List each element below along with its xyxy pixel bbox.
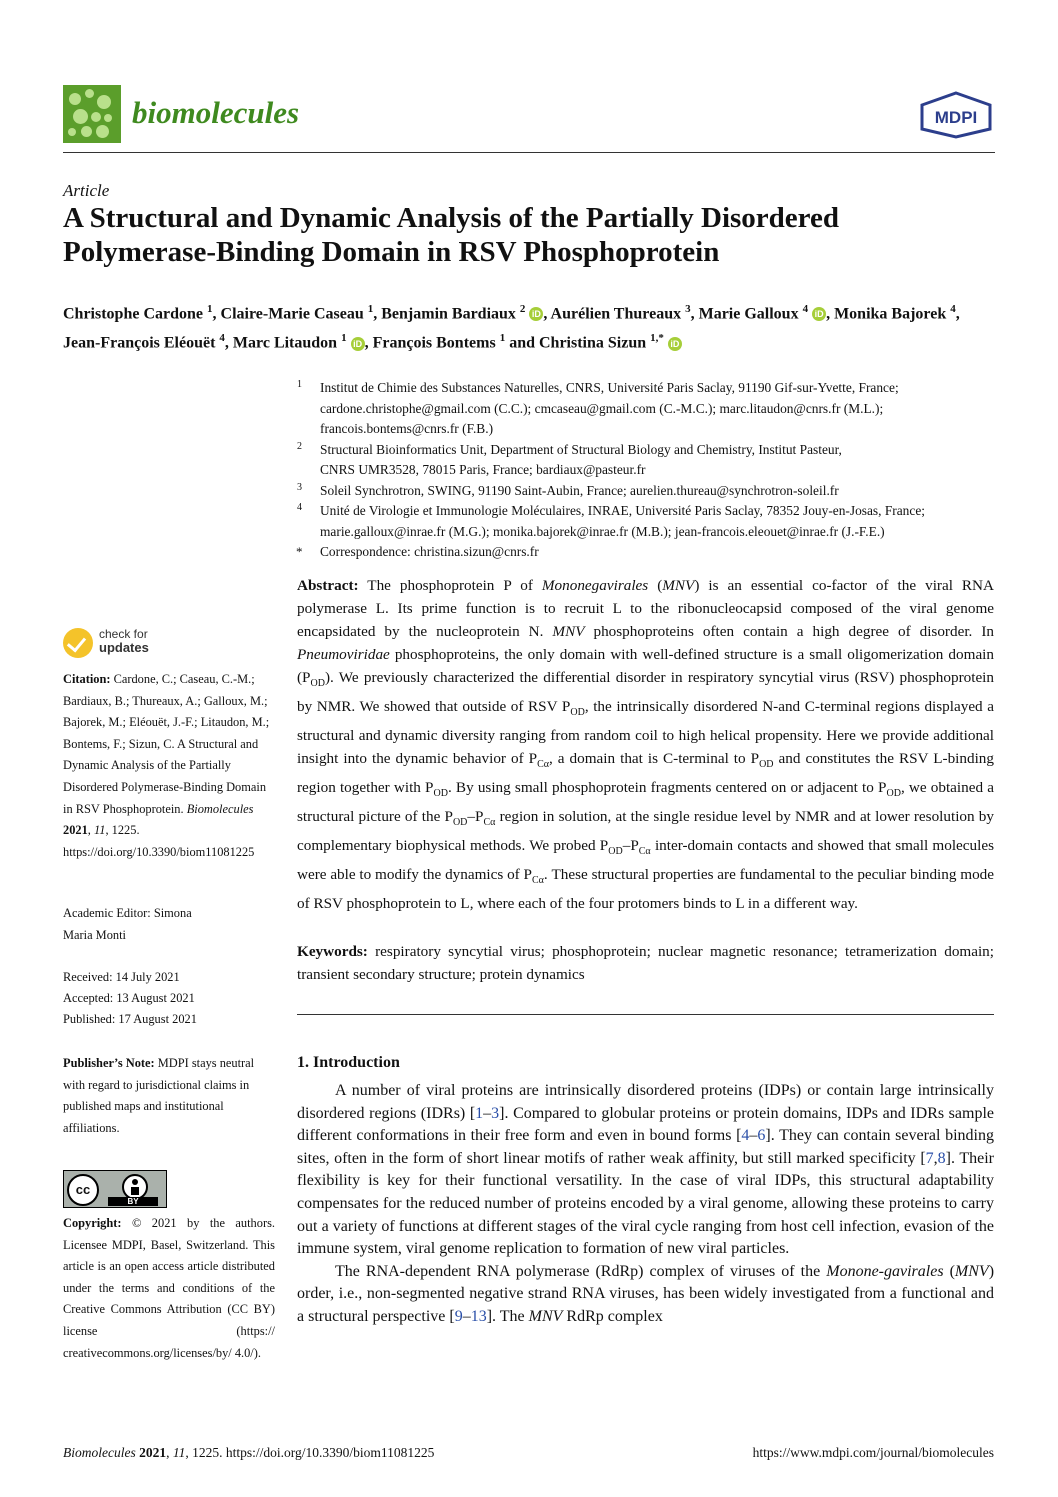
affiliation-item	[297, 378, 997, 440]
cc-by-license-icon[interactable]: cc BY	[63, 1170, 167, 1208]
citation-link[interactable]: 7	[925, 1149, 934, 1167]
author-affiliation-mark: 4	[219, 332, 225, 345]
affiliation-item	[297, 440, 997, 481]
affiliation-number: 1	[297, 379, 302, 390]
author-affiliation-mark: 1	[499, 332, 506, 345]
footer-journal-url[interactable]: https://www.mdpi.com/journal/biomolecules	[752, 1445, 994, 1460]
author-name: Claire-Marie Caseau	[220, 305, 364, 323]
author-name: François Bontems	[372, 334, 496, 352]
author-affiliation-mark: 1	[367, 303, 374, 315]
author-affiliation-mark: 1,*	[650, 332, 664, 345]
affiliation-line: marie.galloux@inrae.fr (M.G.); monika.bajorek@inrae.fr (M.B.); jean-francois.eleouet@inrae.fr (J.-F.E.)	[320, 523, 885, 539]
academic-editor: Academic Editor: Simona Maria Monti	[63, 906, 192, 942]
author-affiliation-mark: 4	[950, 303, 956, 315]
abstract-label: Abstract:	[297, 577, 359, 594]
affiliation-item	[297, 481, 997, 502]
author-name: Christophe Cardone	[63, 305, 204, 323]
citation-link[interactable]: 1	[475, 1104, 484, 1122]
abstract: Abstract: The phosphoprotein P of Mononegavirales (MNV) is an essential co-factor of the viral RNA polymerase L. Its prime function is to recruit L to the ribonucleocapsid composed of the viral genome encapsidated by the nucleoprotein N. MNV phosphoproteins often contain a high degree of disorder. In Pneumoviridae phosphoproteins, the only domain with well-defined structure is a small oligomerization domain $(P_{OD})$. We previously characterized the differential disorder in respiratory syncytial virus (RSV) phosphoprotein by NMR. We showed that outside of RSV $P_{OD}$, the intrinsically disordered N-and C-terminal regions displayed a structural and dynamic diversity ranging from random coil to high helical propensity. Here we provide additional insight into the dynamic behavior of $P_{C\alpha}$, a domain that is C-terminal to $P_{OD}$ and constitutes the RSV L-binding region together with $P_{OD}$. By using small phosphoprotein fragments centered on or adjacent to $P_{OD}$, we obtained a structural picture of the $P_{OD}-P_{C\alpha}$ region in solution, at the single residue level by NMR and at lower resolution by complementary biophysical methods. We probed $P_{OD}-P_{C\alpha}$ inter-domain contacts and showed that small molecules were able to modify the dynamics of $P_{C\alpha}$. These structural properties are fundamental to the peculiar binding mode of RSV phosphoprotein to L, where each of the four protomers binds to L in a different way.	[297, 577, 994, 913]
check-updates-icon	[63, 628, 93, 658]
affiliation-number: 2	[297, 440, 302, 452]
introduction-body	[297, 1080, 994, 1329]
author-name: Marie Galloux	[698, 305, 799, 323]
section-heading-introduction: 1. Introduction	[297, 1054, 400, 1071]
intro-paragraph-1: A number of viral proteins are intrinsically disordered proteins (IDPs) or contain large intrinsically disordered regions (IDRs) [1–3]. Compared to globular proteins or protein domains, IDPs and IDRs sample different conformations in their free form and even in bound forms [4–6]. They can contain several binding sites, often in the form of short linear motifs of rather weak affinity, but still marked specificity [7,8]. Their flexibility is key for their functional versatility. In the case of viral IDPs, this structural adaptability compensates for the reduced number of proteins encoded by a viral genome, allowing these proteins to carry out a variety of functions at different stages of the viral cycle ranging from host cell infection, evasion of the immune system, viral genome replication to formation of new viral particles.	[297, 1082, 995, 1258]
author-affiliation-mark: 3	[685, 303, 691, 315]
affiliation-line: CNRS UMR3528, 78015 Paris, France; bardiaux@pasteur.fr	[320, 462, 646, 477]
citation-link[interactable]: 6	[757, 1127, 766, 1145]
author-name: Jean-François Eléouët	[63, 334, 216, 352]
affiliation-number: 4	[297, 502, 302, 513]
journal-logo-icon	[63, 85, 121, 143]
keywords	[297, 940, 994, 986]
article-title: A Structural and Dynamic Analysis of the Partially Disordered Polymerase-Binding Domain in RSV Phosphoprotein	[63, 202, 840, 268]
mdpi-logo-icon	[918, 91, 994, 139]
affiliations	[297, 378, 997, 563]
header-rule	[63, 152, 995, 153]
author-name: Marc Litaudon	[232, 334, 338, 352]
author-affiliation-mark: 2	[519, 303, 526, 315]
author-connector: and	[509, 334, 535, 352]
citation-link[interactable]: 3	[491, 1104, 500, 1122]
orcid-icon[interactable]: iD	[351, 337, 365, 351]
citation-link[interactable]: 4	[741, 1127, 750, 1145]
author-list: Christophe Cardone $^1$, Claire-Marie Caseau $^1$, Benjamin Bardiaux $^2$ iD , Aurélien Thureaux $^3$, Marie Galloux $^4$ iD , Monika Bajorek $^4$, Jean-François Eléouët $^4$, Marc Litaudon $^1$ iD , François Bontems $^1$ and Christina Sizun $^{1,*}$ iD	[63, 303, 960, 352]
affiliation-line: francois.bontems@cnrs.fr (F.B.)	[320, 421, 494, 436]
mdpi-logo-text: MDPI	[934, 108, 978, 127]
received-date: Received: 14 July 2021	[63, 970, 180, 984]
citation-link[interactable]: 13	[470, 1307, 487, 1325]
affiliation-line: Soleil Synchrotron, SWING, 91190 Saint-Aubin, France; aurelien.thureau@synchrotron-soleil.fr	[320, 482, 839, 498]
citation-block: Citation: Cardone, C.; Caseau, C.-M.; Bardiaux, B.; Thureaux, A.; Galloux, M.; Bajorek, M.; Eléouët, J.-F.; Litaudon, M.; Bontems, F.; Sizun, C. A Structural and Dynamic Analysis of the Partially Disordered Polymerase-Binding Domain in RSV Phosphoprotein. Biomolecules 2021, 11, 1225. https://doi.org/10.3390/biom11081225	[63, 672, 270, 859]
affiliation-line: Correspondence: christina.sizun@cnrs.fr	[320, 544, 539, 559]
affiliation-item	[297, 542, 997, 563]
intro-paragraph-2: The RNA-dependent RNA polymerase (RdRp) complex of viruses of the Monone-gavirales (MNV) order, i.e., non-segmented negative strand RNA viruses, has been widely investigated from a functional and a structural perspective [9–13]. The MNV RdRp complex	[297, 1262, 995, 1325]
orcid-icon[interactable]: iD	[668, 337, 682, 351]
accepted-date: Accepted: 13 August 2021	[63, 991, 195, 1005]
orcid-icon[interactable]: iD	[529, 307, 543, 321]
keywords-label: Keywords:	[297, 943, 368, 960]
author-name: Aurélien Thureaux	[550, 305, 682, 323]
published-date: Published: 17 August 2021	[63, 1012, 197, 1026]
citation-link[interactable]: 9	[454, 1307, 463, 1325]
copyright-block: Copyright: © 2021 by the authors. Licensee MDPI, Basel, Switzerland. This article is an open access article distributed under the terms and conditions of the Creative Commons Attribution (CC BY) license (https:// creativecommons.org/licenses/by/ 4.0/).	[63, 1216, 275, 1360]
orcid-icon[interactable]: iD	[812, 307, 826, 321]
footer-citation: Biomolecules 2021, 11, 1225. https://doi.org/10.3390/biom11081225	[63, 1445, 435, 1460]
affiliation-line: cardone.christophe@gmail.com (C.C.); cmcaseau@gmail.com (C.-M.C.); marc.litaudon@cnrs.fr (M.L.);	[320, 400, 884, 416]
affiliation-item	[297, 501, 997, 542]
author-affiliation-mark: 4	[802, 303, 809, 315]
author-affiliation-mark: 1	[207, 303, 213, 315]
keywords-text: respiratory syncytial virus; phosphoprotein; nuclear magnetic resonance; tetramerization domain; transient secondary structure; protein dynamics	[297, 943, 994, 983]
journal-name: biomolecules	[132, 95, 300, 130]
citation-link[interactable]: 8	[937, 1149, 946, 1167]
affiliation-number: 3	[297, 481, 302, 493]
publisher-note: Publisher’s Note: MDPI stays neutral with regard to jurisdictional claims in published maps and institutional affiliations.	[63, 1056, 255, 1135]
author-affiliation-mark: 1	[341, 332, 347, 345]
affiliation-line: Institut de Chimie des Substances Naturelles, CNRS, Université Paris Saclay, 91190 Gif-sur-Yvette, France;	[320, 380, 899, 395]
check-for-updates-button[interactable]: check for updates	[63, 626, 223, 666]
section-rule	[297, 1014, 994, 1015]
affiliation-number: *	[296, 544, 303, 559]
article-type: Article	[63, 181, 110, 200]
author-name: Monika Bajorek	[834, 305, 947, 323]
affiliation-line: Structural Bioinformatics Unit, Department of Structural Biology and Chemistry, Institut Pasteur,	[320, 441, 842, 457]
author-name: Benjamin Bardiaux	[381, 305, 516, 323]
affiliation-line: Unité de Virologie et Immunologie Moléculaires, INRAE, Université Paris Saclay, 78352 Jouy-en-Josas, France;	[320, 503, 925, 518]
author-name: Christina Sizun	[538, 334, 647, 352]
